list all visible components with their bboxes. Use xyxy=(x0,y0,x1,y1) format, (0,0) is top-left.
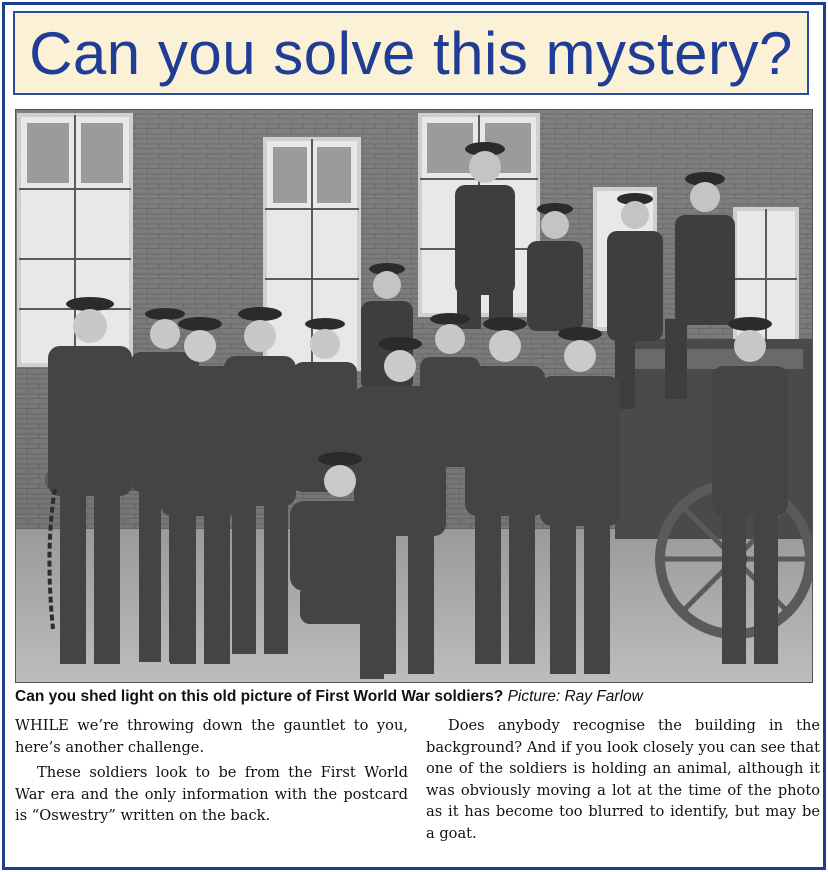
paragraph: WHILE we’re throwing down the gauntlet to you, here’s another challenge. xyxy=(15,717,408,756)
article-column-left xyxy=(15,715,408,827)
article-frame xyxy=(2,2,826,870)
article-column-right xyxy=(426,715,820,844)
photo-illustration xyxy=(15,109,813,683)
headline-banner xyxy=(13,11,809,95)
photo-caption xyxy=(15,688,815,706)
headline: Can you solve this mystery? xyxy=(29,19,793,87)
paragraph: Does anybody recognise the building in the background? And if you look closely you can see that one of the soldiers is holding an animal, although it was obviously moving a lot at the time of the photo as it has become too blurred to identify, but may be a goat. xyxy=(426,717,820,842)
photo-credit: Picture: Ray Farlow xyxy=(507,688,643,705)
paragraph: These soldiers look to be from the First World War era and the only information with the postcard is “Oswestry” written on the back. xyxy=(15,764,408,824)
soldiers-photo xyxy=(15,109,813,683)
caption-text: Can you shed light on this old picture of First World War soldiers? xyxy=(15,688,504,705)
